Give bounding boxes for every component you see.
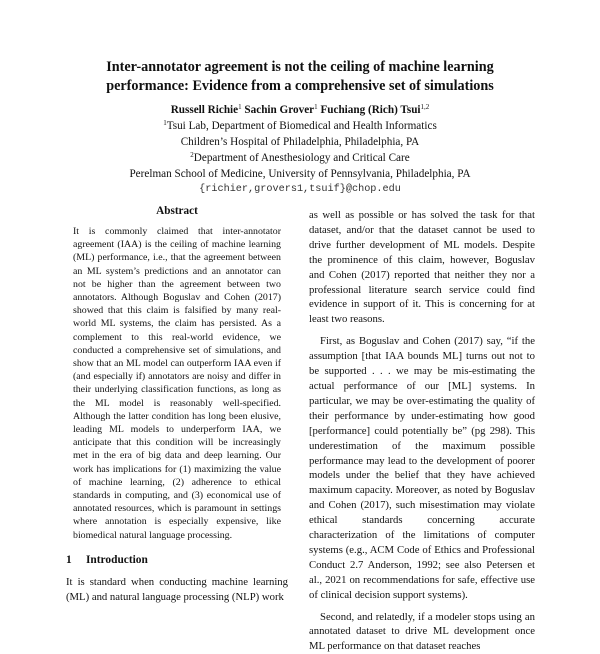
left-column xyxy=(66,205,288,605)
author-name: Fuchiang (Rich) Tsui xyxy=(320,104,421,116)
section-number: 1 xyxy=(66,553,72,566)
section-heading-introduction xyxy=(66,554,288,566)
title-line-1: Inter-annotator agreement is not the ceiling of machine learning xyxy=(106,59,494,75)
title-line-2: performance: Evidence from a comprehensive set of simulations xyxy=(106,78,494,94)
affil-mark: 2 xyxy=(190,151,194,159)
paper-title xyxy=(0,58,600,96)
author-affil-mark: 1 xyxy=(238,103,242,111)
abstract-text: It is commonly claimed that inter-annotator agreement (IAA) is the ceiling of machine learning (ML) performance, i.e., that the agreement between an ML system’s predictions and an annotator can not be higher than the agreement between two annotators. Although Boguslav and Cohen (2017) showed that this claim is falsified by many real-world ML systems, the claim has persisted. As a complement to this real-world evidence, we conducted a comprehensive set of simulations, and show that an ML model can outperform IAA even if (and especially if) annotators are noisy and differ in their underlying classification functions, as long as the ML model is reasonably well-specified. Although the latter condition has long been elusive, leading ML models to underperform IAA, we anticipate that this condition will be increasingly met in the era of big data and deep learning. Our work has implications for (1) maximizing the value of machine learning, (2) adherence to ethical standards in computing, and (3) economical use of annotated resources, which is paramount in settings where annotation is especially expensive, like biomedical natural language processing. xyxy=(73,226,281,541)
intro-paragraph: It is standard when conducting machine learning (ML) and natural language processing (NLP) work xyxy=(66,575,288,603)
author-name: Sachin Grover xyxy=(244,104,315,116)
affil-mark: 1 xyxy=(163,119,167,127)
author-affil-mark: 1 xyxy=(314,103,318,111)
author-affil-mark: 1,2 xyxy=(420,103,430,111)
section-title: Introduction xyxy=(86,553,148,566)
right-column xyxy=(309,208,535,654)
abstract-heading: Abstract xyxy=(156,205,198,217)
author-email[interactable]: {richier,grovers1,tsuif}@chop.edu xyxy=(199,184,401,195)
author-name: Russell Richie xyxy=(170,104,239,116)
body-paragraph-second-reason: Second, and relatedly, if a modeler stops using an annotated dataset to drive ML development once ML performance on that dataset reaches xyxy=(309,610,535,653)
paper-header xyxy=(0,58,600,197)
author-list xyxy=(0,103,600,118)
body-paragraph-continued: as well as possible or has solved the task for that dataset, and/or that the dataset cannot be used to drive further development of ML models. Despite the prominence of this claim, however, Boguslav and Cohen (2017) reported that neither they nor a professional literature search service could find evidence in support of it. This is concerning for at least two reasons. xyxy=(309,209,535,326)
affiliation-line: Children’s Hospital of Philadelphia, Philadelphia, PA xyxy=(180,136,420,148)
affiliation-line: Perelman School of Medicine, University of Pennsylvania, Philadelphia, PA xyxy=(129,168,471,180)
body-paragraph-first-reason: First, as Boguslav and Cohen (2017) say, “if the assumption [that IAA bounds ML] turns out not to be supported . . . we may be mis-estimating the actual performance of our [ML] systems. In particular, we may be over-estimating the quality of their performance by under-estimating how good [performance] could potentially be” (pg 298). This underestimation of the maximum possible performance may lead to the development of poorer models under the belief that they have achieved maximum capacity. Moreover, as noted by Boguslav and Cohen (2017), such misestimation may violate ethical standards concerning accurate characterization of the limitations of computer systems (e.g., ACM Code of Ethics and Professional Conduct 2.7 Anderson, 1992; see also Petersen et al., 2021 on recommendations for safe, effective use of clinical decision support systems). xyxy=(309,335,535,601)
affiliation-line: $^1$Tsui Lab, Department of Biomedical and Health Informatics xyxy=(163,119,437,132)
affiliation-line: $^2$Department of Anesthesiology and Critical Care xyxy=(190,151,410,164)
